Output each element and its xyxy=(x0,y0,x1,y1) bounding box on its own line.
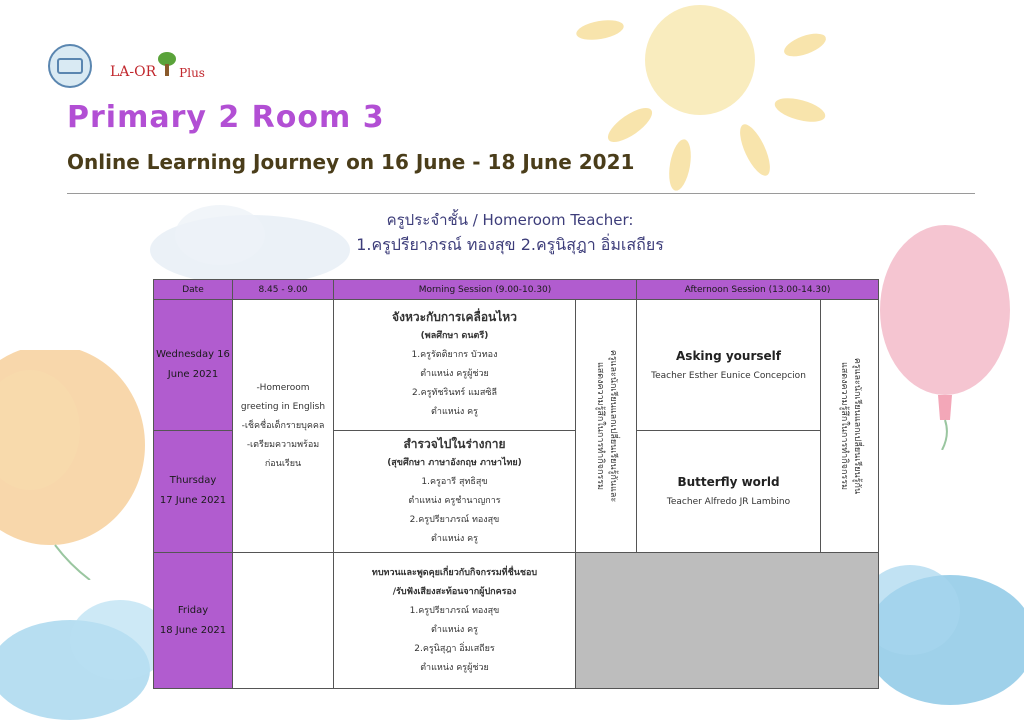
schedule-table xyxy=(153,279,879,689)
early-line: -เตรียมความพร้อม xyxy=(246,439,320,450)
early-line: ก่อนเรียน xyxy=(264,458,302,469)
teacher-line: 2.ครูนิสุฎา อิ่มเสถียร xyxy=(414,643,495,654)
day-cell xyxy=(154,430,233,552)
teacher-line: 2.ครูทัชรินทร์ แมสซิลี xyxy=(412,388,497,399)
page-title: Primary 2 Room 3 xyxy=(67,100,385,135)
homeroom-names: 1.ครูปรียาภรณ์ ทองสุข 2.ครูนิสุฎา อิ่มเสถียร xyxy=(356,235,664,254)
day-label: Wednesday 16 xyxy=(156,348,230,360)
afternoon-reflection-cell xyxy=(821,300,879,553)
day-date: 17 June 2021 xyxy=(159,495,227,507)
day-date: 18 June 2021 xyxy=(159,624,227,636)
school-seal-logo xyxy=(48,44,92,88)
balloon-decoration-icon xyxy=(870,220,1020,450)
activity-title: Asking yourself xyxy=(676,348,781,363)
afternoon-reflection-text: ครูและนักเรียนแลกเปลี่ยนเรียนรู้กัน แสดงความรู้สึกในการทำกิจกรรม xyxy=(838,357,862,495)
activity-subject: /รับฟังเสียงสะท้อนจากผู้ปกครอง xyxy=(392,586,517,597)
teacher-line: Teacher Alfredo JR Lambino xyxy=(666,497,791,508)
morning-activity-cell xyxy=(334,553,576,689)
early-line: -เช็คชื่อเด็กรายบุคคล xyxy=(241,420,325,431)
early-activity-empty-cell xyxy=(233,553,334,689)
afternoon-activity-cell xyxy=(637,430,821,552)
activity-title: ทบทวนและพูดคุยเกี่ยวกับกิจกรรมที่ชื่นชอบ xyxy=(371,567,538,578)
day-date: June 2021 xyxy=(167,368,219,380)
header-early: 8.45 - 9.00 xyxy=(233,280,334,300)
teacher-line: ตำแหน่ง ครูผู้ช่วย xyxy=(420,662,489,673)
teacher-line: ตำแหน่ง ครูชำนาญการ xyxy=(408,495,501,506)
balloon-decoration-icon xyxy=(0,350,170,580)
laor-plus-logo xyxy=(110,52,205,80)
empty-gray-cell xyxy=(576,553,879,689)
activity-title: Butterfly world xyxy=(677,475,780,490)
morning-activity-cell xyxy=(334,300,576,431)
day-label: Friday xyxy=(177,604,209,616)
activity-title: จังหวะกับการเคลื่อนไหว xyxy=(392,310,517,325)
day-cell xyxy=(154,553,233,689)
early-line: greeting in English xyxy=(240,401,326,412)
afternoon-activity-cell xyxy=(637,300,821,431)
activity-subject: (สุขศึกษา ภาษาอังกฤษ ภาษาไทย) xyxy=(387,457,522,468)
day-cell xyxy=(154,300,233,431)
teacher-line: ตำแหน่ง ครู xyxy=(431,533,478,544)
header-date: Date xyxy=(154,280,233,300)
early-activity-cell xyxy=(233,300,334,553)
homeroom-teacher-block xyxy=(260,208,760,258)
laor-logo-plus: Plus xyxy=(179,66,205,80)
early-line: -Homeroom xyxy=(256,382,310,393)
teacher-line: ตำแหน่ง ครู xyxy=(431,624,478,635)
divider xyxy=(67,193,975,194)
activity-title: สำรวจไปในร่างกาย xyxy=(403,436,506,451)
morning-reflection-cell xyxy=(576,300,637,553)
teacher-line: 1.ครูรัตติยากร บัวทอง xyxy=(411,350,498,361)
teacher-line: 1.ครูอารี สุทธิสุข xyxy=(421,476,488,487)
table-row xyxy=(154,300,879,431)
morning-reflection-text: ครูและนักเรียนแลกเปลี่ยนเรียนรู้กันและ แสดงความรู้สึกในการทำกิจกรรม xyxy=(595,349,618,503)
teacher-line: Teacher Esther Eunice Concepcion xyxy=(651,370,806,381)
activity-subject: (พลศึกษา ดนตรี) xyxy=(420,331,489,342)
table-header-row xyxy=(154,280,879,300)
logo-group xyxy=(48,44,205,88)
page-subtitle: Online Learning Journey on 16 June - 18 June 2021 xyxy=(67,150,635,174)
teacher-line: 1.ครูปรียาภรณ์ ทองสุข xyxy=(409,605,500,616)
teacher-line: ตำแหน่ง ครู xyxy=(431,407,478,418)
day-label: Thursday xyxy=(169,475,217,487)
table-row xyxy=(154,553,879,689)
tree-icon xyxy=(157,52,177,76)
sun-decoration-icon xyxy=(570,0,830,210)
morning-activity-cell xyxy=(334,430,576,552)
teacher-line: ตำแหน่ง ครูผู้ช่วย xyxy=(420,369,489,380)
homeroom-label: ครูประจำชั้น / Homeroom Teacher: xyxy=(386,211,634,229)
header-morning: Morning Session (9.00-10.30) xyxy=(334,280,637,300)
teacher-line: 2.ครูปรียาภรณ์ ทองสุข xyxy=(409,514,500,525)
laor-logo-text: LA-OR xyxy=(110,64,157,80)
header-afternoon: Afternoon Session (13.00-14.30) xyxy=(637,280,879,300)
